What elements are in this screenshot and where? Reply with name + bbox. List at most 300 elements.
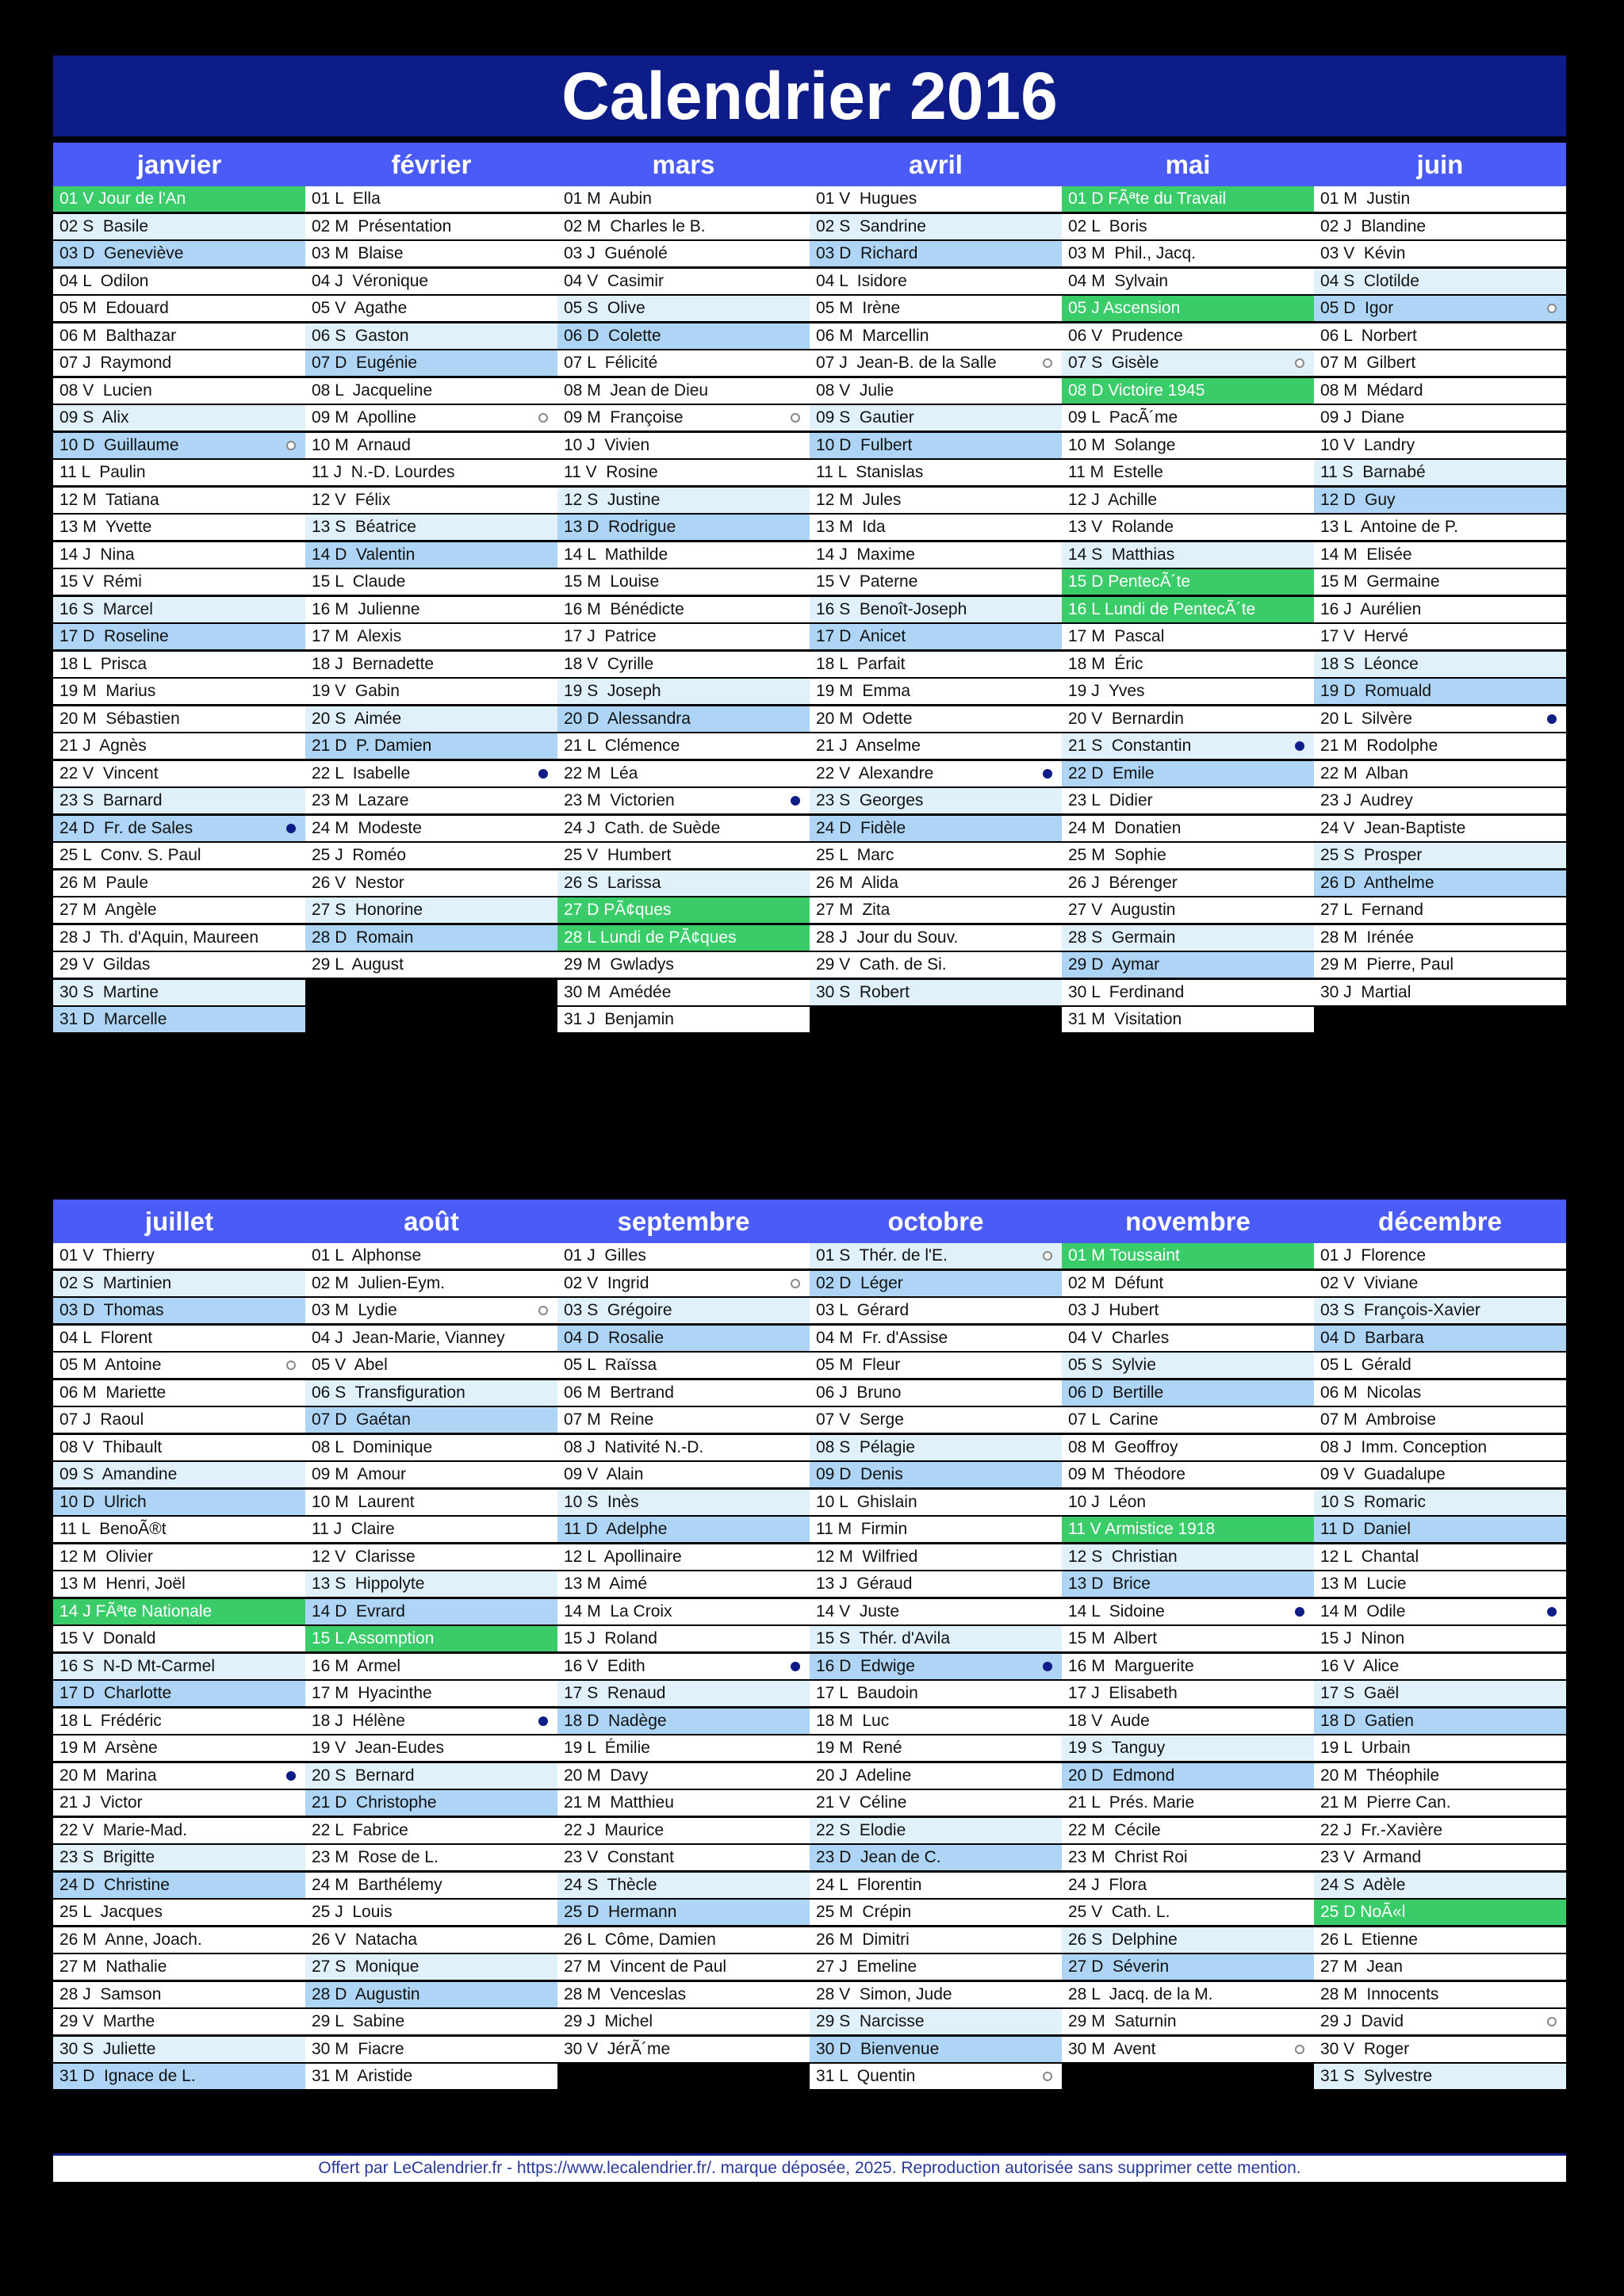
day-label: 09 M Françoise [564, 408, 684, 427]
day-label: 27 L Fernand [1320, 901, 1423, 919]
day-label: 26 M Alida [816, 873, 898, 892]
day-row [305, 788, 557, 813]
day-row [1062, 1654, 1314, 1679]
day-label: 02 M Présentation [312, 216, 452, 235]
day-row [810, 1927, 1062, 1953]
day-label: 18 V Cyrille [564, 654, 654, 673]
day-label: 24 J Flora [1068, 1875, 1147, 1894]
new-moon-icon [1295, 741, 1304, 751]
day-label: 03 J Guénolé [564, 244, 668, 262]
day-row [810, 1298, 1062, 1323]
day-row [810, 241, 1062, 266]
day-row [1314, 1790, 1566, 1816]
day-label: 27 S Honorine [312, 901, 423, 919]
day-row [53, 1900, 305, 1925]
day-row [305, 733, 557, 759]
day-label: 09 L PacÃ´me [1068, 408, 1178, 427]
day-label: 04 L Isidore [816, 271, 907, 290]
day-row [1314, 296, 1566, 321]
day-row [810, 1763, 1062, 1789]
calendar-title: Calendrier 2016 [53, 55, 1566, 136]
day-row [1062, 679, 1314, 704]
full-moon-icon [1547, 2017, 1557, 2026]
day-label: 22 V Vincent [59, 763, 159, 783]
day-label: 05 J Ascension [1068, 299, 1181, 317]
day-row [1062, 1490, 1314, 1515]
day-row [305, 460, 557, 485]
day-label: 11 M Estelle [1068, 463, 1163, 481]
day-label: 24 D Fidèle [816, 818, 906, 837]
day-label: 04 V Charles [1068, 1328, 1170, 1347]
day-row [557, 569, 810, 595]
day-row [557, 843, 810, 868]
day-label: 16 M Marguerite [1068, 1656, 1194, 1675]
day-row [557, 1435, 810, 1460]
holiday-row [1062, 1243, 1314, 1269]
day-label: 23 S Georges [816, 791, 924, 809]
day-label: 29 D Aymar [1068, 955, 1160, 974]
day-row [53, 2009, 305, 2034]
day-label: 13 M Lucie [1320, 1575, 1407, 1593]
day-label: 04 S Clotilde [1320, 271, 1419, 290]
day-row [305, 843, 557, 868]
day-label: 25 D NoÃ«l [1320, 1903, 1406, 1921]
day-label: 06 M Marcellin [816, 326, 929, 345]
day-row [53, 214, 305, 239]
month-column-août [305, 1200, 557, 2091]
day-label: 04 D Rosalie [564, 1328, 665, 1347]
day-row [53, 1007, 305, 1032]
day-label: 17 V Hervé [1320, 627, 1408, 645]
holiday-row [53, 1599, 305, 1624]
day-label: 14 J Maxime [816, 545, 915, 564]
day-label: 13 M Aimé [564, 1575, 648, 1593]
day-row [557, 761, 810, 786]
day-label: 24 D Christine [59, 1875, 170, 1894]
day-row [1314, 241, 1566, 266]
month-column-février [305, 143, 557, 1035]
footer-credit: Offert par LeCalendrier.fr - https://www.lecalendrier.fr/. marque déposée, 2025. Reproduction autorisée sans supprimer cette mention. [53, 2153, 1566, 2182]
day-label: 21 M Rodolphe [1320, 737, 1438, 755]
day-label: 06 S Gaston [312, 326, 409, 345]
day-label: 29 M Gwladys [564, 955, 674, 974]
day-row [305, 624, 557, 649]
day-label: 17 D Roseline [59, 627, 169, 645]
day-row [1314, 1435, 1566, 1460]
day-label: 16 V Alice [1320, 1656, 1400, 1675]
day-row [810, 1490, 1062, 1515]
day-label: 19 J Yves [1068, 682, 1145, 700]
day-label: 19 M René [816, 1739, 902, 1757]
day-row [305, 1927, 557, 1953]
day-row [1314, 433, 1566, 458]
day-row [305, 1435, 557, 1460]
day-label: 16 M Armel [312, 1656, 401, 1675]
day-label: 19 D Romuald [1320, 682, 1432, 700]
day-label: 12 L Apollinaire [564, 1547, 682, 1566]
day-label: 18 M Luc [816, 1711, 890, 1730]
holiday-row [1314, 1900, 1566, 1925]
day-row [1314, 597, 1566, 622]
month-header: janvier [53, 143, 305, 186]
day-label: 24 M Modeste [312, 818, 422, 837]
day-row [53, 460, 305, 485]
day-label: 05 S Sylvie [1068, 1356, 1156, 1374]
new-moon-icon [286, 1771, 296, 1781]
day-row [1314, 1982, 1566, 2007]
month-header: février [305, 143, 557, 186]
day-label: 09 D Denis [816, 1465, 903, 1483]
day-row [305, 952, 557, 978]
day-label: 07 J Raoul [59, 1410, 144, 1429]
day-row [1314, 1845, 1566, 1870]
day-label: 22 L Fabrice [312, 1820, 408, 1839]
day-label: 14 J FÃªte Nationale [59, 1601, 213, 1621]
day-label: 26 J Bérenger [1068, 873, 1178, 892]
day-row [1062, 1681, 1314, 1706]
day-row [53, 1298, 305, 1323]
day-row [810, 2009, 1062, 2034]
day-row [557, 1544, 810, 1570]
day-row [810, 1271, 1062, 1296]
day-row [1062, 1982, 1314, 2007]
day-row [305, 1982, 557, 2007]
day-row [1314, 1735, 1566, 1761]
day-label: 27 M Jean [1320, 1957, 1403, 1976]
day-row [810, 761, 1062, 786]
day-row [1314, 980, 1566, 1005]
day-row [305, 323, 557, 349]
day-label: 18 L Parfait [816, 654, 906, 673]
day-label: 21 S Constantin [1068, 737, 1192, 755]
day-label: 12 M Tatiana [59, 490, 159, 509]
day-row [53, 1380, 305, 1406]
day-row [305, 1353, 557, 1378]
day-row [53, 2064, 305, 2089]
day-label: 23 M Christ Roi [1068, 1848, 1188, 1866]
holiday-row [557, 925, 810, 951]
day-label: 19 V Jean-Eudes [312, 1739, 444, 1757]
day-row [810, 1599, 1062, 1624]
month-header: mars [557, 143, 810, 186]
full-moon-icon [286, 1360, 296, 1370]
day-label: 25 V Humbert [564, 846, 672, 864]
day-label: 01 V Jour de l'An [59, 189, 186, 208]
day-label: 17 S Renaud [564, 1684, 666, 1702]
day-row [1314, 1407, 1566, 1433]
day-row [53, 952, 305, 978]
day-row [1062, 488, 1314, 513]
day-row [53, 1571, 305, 1597]
day-row [1314, 1544, 1566, 1570]
day-row [1314, 897, 1566, 923]
full-moon-icon [1043, 1251, 1052, 1261]
day-label: 07 D Gaétan [312, 1410, 411, 1429]
day-label: 20 D Alessandra [564, 709, 691, 728]
first-half-year [53, 143, 1566, 1035]
day-row [557, 378, 810, 404]
day-row [810, 652, 1062, 677]
day-row [1062, 624, 1314, 649]
day-row [1314, 269, 1566, 294]
day-label: 29 L August [312, 955, 404, 974]
day-row [810, 2064, 1062, 2089]
day-row [1314, 1954, 1566, 1980]
day-row [1062, 1380, 1314, 1406]
day-label: 15 S Thér. d'Avila [816, 1629, 951, 1647]
holiday-row [1062, 569, 1314, 595]
day-label: 05 S Olive [564, 299, 645, 317]
day-row [1062, 761, 1314, 786]
day-label: 23 V Constant [564, 1848, 674, 1866]
day-label: 20 M Odette [816, 709, 913, 728]
day-row [557, 1571, 810, 1597]
day-label: 10 V Landry [1320, 435, 1415, 454]
day-row [53, 515, 305, 540]
day-label: 23 L Didier [1068, 791, 1153, 809]
day-label: 28 M Irénée [1320, 928, 1414, 947]
day-label: 28 M Innocents [1320, 1984, 1439, 2003]
day-label: 05 L Gérald [1320, 1356, 1411, 1374]
day-row [53, 1462, 305, 1487]
day-row [305, 515, 557, 540]
day-label: 04 D Barbara [1320, 1328, 1424, 1347]
day-label: 03 L Gérard [816, 1301, 910, 1319]
day-label: 05 M Antoine [59, 1356, 162, 1374]
day-label: 21 L Prés. Marie [1068, 1793, 1195, 1812]
full-moon-icon [1547, 304, 1557, 313]
day-row [1314, 1818, 1566, 1843]
day-label: 22 S Elodie [816, 1820, 906, 1839]
day-row [53, 1490, 305, 1515]
day-row [53, 733, 305, 759]
day-label: 24 L Florentin [816, 1875, 922, 1894]
day-label: 11 S Barnabé [1320, 463, 1426, 481]
day-label: 24 M Donatien [1068, 818, 1182, 837]
day-row [305, 706, 557, 732]
day-row [557, 460, 810, 485]
day-row [810, 980, 1062, 1005]
day-label: 12 V Félix [312, 490, 391, 509]
day-row [810, 706, 1062, 732]
day-row [305, 1818, 557, 1843]
month-header: août [305, 1200, 557, 1243]
day-label: 18 L Frédéric [59, 1711, 162, 1730]
day-row [305, 214, 557, 239]
holiday-row [557, 897, 810, 923]
day-label: 13 M Ida [816, 518, 886, 536]
day-label: 20 L Silvère [1320, 709, 1412, 728]
day-label: 22 J Maurice [564, 1820, 665, 1839]
day-label: 21 L Clémence [564, 737, 680, 755]
day-row [305, 1298, 557, 1323]
day-row [1314, 1763, 1566, 1789]
day-label: 08 V Thibault [59, 1437, 163, 1456]
new-moon-icon [791, 1662, 800, 1671]
day-label: 02 J Blandine [1320, 216, 1427, 235]
day-label: 10 J Vivien [564, 435, 650, 454]
day-label: 26 M Paule [59, 873, 149, 892]
day-label: 18 J Hélène [312, 1711, 405, 1730]
day-label: 14 D Valentin [312, 545, 416, 564]
day-label: 15 L Assomption [312, 1629, 435, 1647]
day-row [810, 1326, 1062, 1351]
day-label: 03 S François-Xavier [1320, 1301, 1480, 1319]
day-row [53, 1626, 305, 1651]
day-label: 09 M Théodore [1068, 1465, 1185, 1483]
day-row [53, 1735, 305, 1761]
day-label: 30 J Martial [1320, 982, 1411, 1001]
month-column-septembre [557, 1200, 810, 2091]
new-moon-icon [1547, 714, 1557, 724]
day-label: 30 S Robert [816, 982, 910, 1001]
day-row [557, 1873, 810, 1898]
day-label: 13 L Antoine de P. [1320, 518, 1458, 536]
day-row [557, 597, 810, 622]
day-row [305, 1735, 557, 1761]
day-label: 15 V Donald [59, 1629, 156, 1647]
day-row [1314, 1353, 1566, 1378]
holiday-row [53, 186, 305, 212]
day-row [1062, 241, 1314, 266]
day-row [557, 1298, 810, 1323]
day-label: 20 J Adeline [816, 1766, 912, 1785]
day-label: 27 J Emeline [816, 1957, 917, 1976]
day-label: 24 M Barthélemy [312, 1875, 442, 1894]
day-row [1314, 2009, 1566, 2034]
day-label: 17 D Anicet [816, 627, 906, 645]
day-row [1062, 952, 1314, 978]
day-label: 28 M Venceslas [564, 1984, 687, 2003]
day-label: 20 S Aimée [312, 709, 402, 728]
day-row [1314, 1654, 1566, 1679]
day-row [53, 1954, 305, 1980]
month-column-novembre [1062, 1200, 1314, 2091]
day-label: 07 L Carine [1068, 1410, 1159, 1429]
day-label: 21 J Victor [59, 1793, 143, 1812]
day-row [305, 2064, 557, 2089]
day-row [1062, 2037, 1314, 2062]
day-row [1314, 542, 1566, 568]
day-row [557, 1654, 810, 1679]
day-row [810, 488, 1062, 513]
day-row [305, 1326, 557, 1351]
day-row [1062, 652, 1314, 677]
day-label: 15 M Germaine [1320, 572, 1440, 591]
day-row [53, 542, 305, 568]
day-label: 13 M Yvette [59, 518, 152, 536]
day-row [810, 788, 1062, 813]
day-label: 09 S Amandine [59, 1465, 178, 1483]
day-label: 31 D Ignace de L. [59, 2067, 196, 2085]
day-label: 31 D Marcelle [59, 1010, 167, 1028]
day-label: 11 L Paulin [59, 463, 146, 481]
day-label: 08 M Médard [1320, 381, 1423, 400]
day-row [53, 1818, 305, 1843]
day-label: 05 D Igor [1320, 299, 1394, 317]
day-label: 24 S Adèle [1320, 1875, 1406, 1894]
day-label: 30 S Martine [59, 982, 159, 1001]
month-header: octobre [810, 1200, 1062, 1243]
day-label: 29 J David [1320, 2012, 1404, 2030]
day-row [1314, 1681, 1566, 1706]
day-row [1062, 433, 1314, 458]
day-label: 10 M Laurent [312, 1492, 415, 1511]
day-label: 02 S Martinien [59, 1273, 172, 1292]
day-label: 14 L Sidoine [1068, 1601, 1165, 1621]
day-label: 02 S Basile [59, 216, 149, 235]
day-row [810, 679, 1062, 704]
day-label: 26 S Delphine [1068, 1930, 1178, 1949]
day-row [305, 241, 557, 266]
day-row [1314, 1571, 1566, 1597]
day-label: 05 V Abel [312, 1356, 388, 1374]
day-label: 15 V Paterne [816, 572, 918, 591]
day-label: 24 S Thècle [564, 1875, 657, 1894]
day-row [1314, 569, 1566, 595]
day-row [305, 1790, 557, 1816]
full-moon-icon [1295, 2045, 1304, 2054]
day-row [810, 816, 1062, 841]
holiday-row [1062, 1517, 1314, 1542]
day-row [1062, 350, 1314, 376]
day-row [1062, 925, 1314, 951]
day-label: 03 J Hubert [1068, 1301, 1159, 1319]
day-label: 08 M Geoffroy [1068, 1437, 1178, 1456]
day-row [1062, 1407, 1314, 1433]
day-label: 03 D Richard [816, 244, 918, 262]
day-label: 26 M Anne, Joach. [59, 1930, 202, 1949]
day-row [557, 1900, 810, 1925]
day-label: 22 M Cécile [1068, 1820, 1161, 1839]
day-row [810, 1845, 1062, 1870]
day-row [557, 405, 810, 430]
day-label: 05 L Raïssa [564, 1356, 657, 1374]
day-row [810, 1654, 1062, 1679]
day-label: 02 V Viviane [1320, 1273, 1419, 1292]
day-row [1062, 1326, 1314, 1351]
day-label: 10 D Guillaume [59, 435, 179, 454]
day-row [53, 843, 305, 868]
day-label: 30 L Ferdinand [1068, 982, 1185, 1001]
day-row [1062, 1735, 1314, 1761]
day-row [1062, 980, 1314, 1005]
day-label: 30 D Bienvenue [816, 2039, 940, 2058]
day-label: 25 M Crépin [816, 1903, 912, 1921]
day-row [53, 1243, 305, 1269]
day-label: 11 D Adelphe [564, 1520, 668, 1538]
day-row [810, 1954, 1062, 1980]
day-row [810, 350, 1062, 376]
day-row [53, 269, 305, 294]
day-label: 04 J Jean-Marie, Vianney [312, 1328, 505, 1347]
day-row [557, 323, 810, 349]
new-moon-icon [1547, 1607, 1557, 1617]
day-label: 18 S Léonce [1320, 654, 1419, 673]
day-row [53, 296, 305, 321]
day-label: 01 L Ella [312, 189, 381, 208]
day-label: 12 M Wilfried [816, 1547, 918, 1566]
day-label: 23 S Brigitte [59, 1848, 155, 1866]
day-row [557, 1243, 810, 1269]
day-row [305, 1544, 557, 1570]
day-label: 03 M Blaise [312, 244, 404, 262]
day-label: 20 M Théophile [1320, 1766, 1440, 1785]
day-row [1314, 1709, 1566, 1734]
day-row [557, 1626, 810, 1651]
day-row [1062, 460, 1314, 485]
day-row [810, 1462, 1062, 1487]
